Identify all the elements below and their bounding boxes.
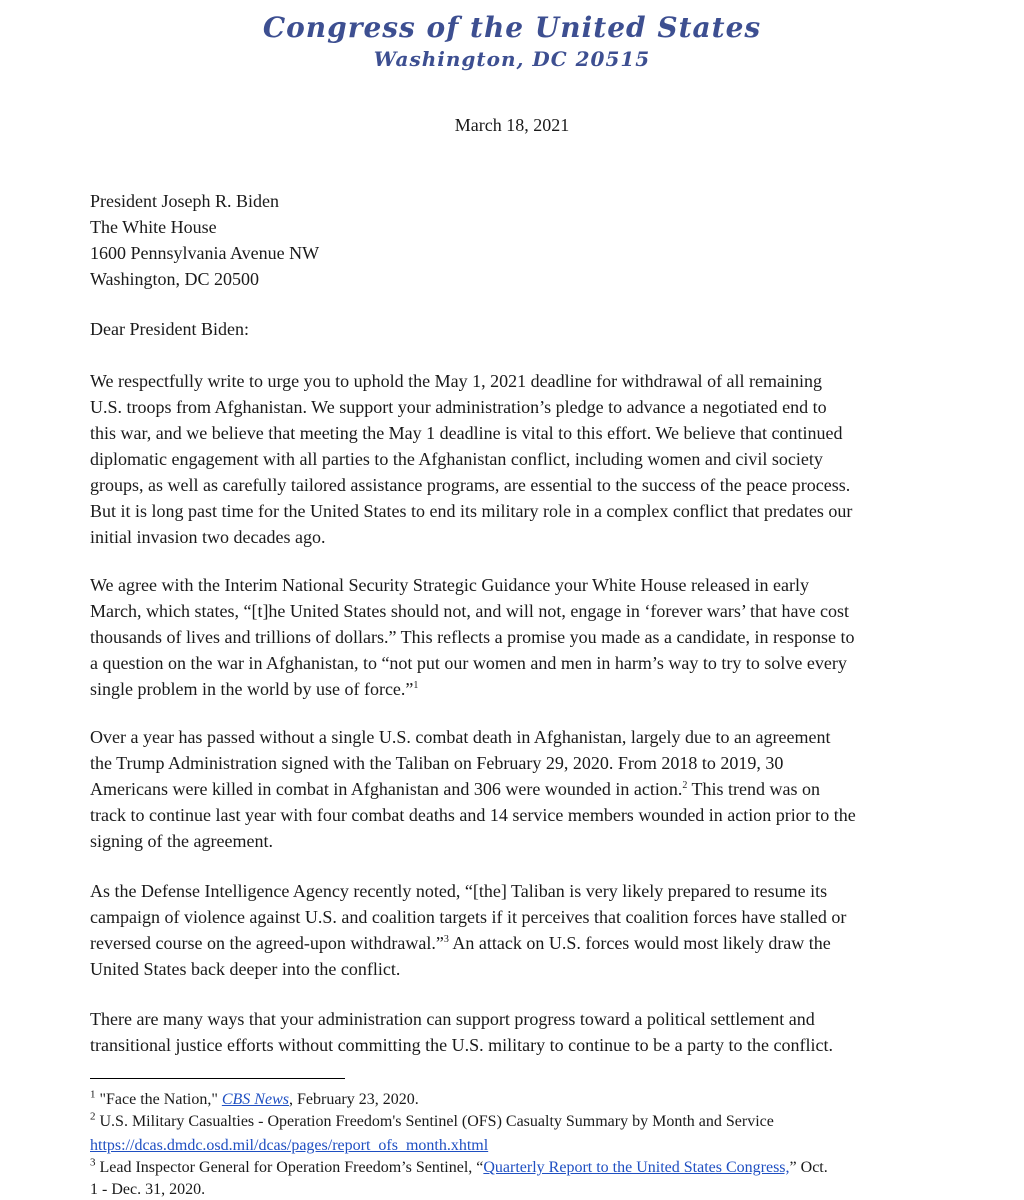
- text-line: campaign of violence against U.S. and coalition targets if it perceives that coalition forces have stalled or: [90, 907, 847, 927]
- text-line: diplomatic engagement with all parties to the Afghanistan conflict, including women and civil society: [90, 449, 823, 469]
- paragraph-5: [90, 1006, 930, 1058]
- footnote-2-url: [90, 1136, 488, 1156]
- text-line: signing of the agreement.: [90, 831, 273, 851]
- paragraph-3: [90, 724, 930, 854]
- text-line: transitional justice efforts without committing the U.S. military to continue to be a party to the conflict.: [90, 1035, 834, 1055]
- recipient-name: President Joseph R. Biden: [90, 191, 279, 211]
- text-line: March, which states, “[t]he United States should not, and will not, engage in ‘forever wars’ that have cost: [90, 601, 849, 621]
- text-line: initial invasion two decades ago.: [90, 527, 326, 547]
- paragraph-1: [90, 368, 930, 550]
- text-line: [90, 930, 930, 956]
- footnote-2: [90, 1112, 774, 1132]
- text-segment: An attack on U.S. forces would most likely draw the: [448, 933, 831, 953]
- footnote-3-cont: [90, 1180, 205, 1200]
- footnote-number: 2: [90, 1110, 96, 1123]
- text-line: There are many ways that your administration can support progress toward a political settlement and: [90, 1009, 815, 1029]
- text-line: Over a year has passed without a single U.S. combat death in Afghanistan, largely due to an agreement: [90, 727, 831, 747]
- letterhead-subtitle: Washington, DC 20515: [373, 47, 651, 71]
- text-line: We agree with the Interim National Security Strategic Guidance your White House released in early: [90, 575, 809, 595]
- text-line: As the Defense Intelligence Agency recently noted, “[the] Taliban is very likely prepared to resume its: [90, 881, 828, 901]
- footnote-3: [90, 1158, 828, 1178]
- text-line: groups, as well as carefully tailored assistance programs, are essential to the success of the peace process.: [90, 475, 851, 495]
- footnote-text: 1 - Dec. 31, 2020.: [90, 1181, 206, 1198]
- text-line: U.S. troops from Afghanistan. We support your administration’s pledge to advance a negotiated end to: [90, 397, 827, 417]
- letterhead: [0, 10, 1024, 72]
- dcas-report-link[interactable]: https://dcas.dmdc.osd.mil/dcas/pages/report_ofs_month.xhtml: [90, 1137, 489, 1154]
- footnote-text: ” Oct.: [789, 1159, 828, 1176]
- footnote-number: 3: [90, 1156, 96, 1169]
- recipient-street: 1600 Pennsylvania Avenue NW: [90, 243, 320, 263]
- text-line: the Trump Administration signed with the Taliban on February 29, 2020. From 2018 to 2019, 30: [90, 753, 784, 773]
- footnote-number: 1: [90, 1088, 96, 1101]
- paragraph-2: [90, 572, 930, 702]
- paragraph-4: [90, 878, 930, 982]
- text-segment: reversed course on the agreed-upon withdrawal.”: [90, 933, 444, 953]
- text-line: track to continue last year with four combat deaths and 14 service members wounded in action prior to the: [90, 805, 856, 825]
- text-line: [90, 676, 930, 702]
- text-segment: This trend was on: [687, 779, 820, 799]
- footnote-divider: [90, 1078, 345, 1079]
- recipient-address: [90, 188, 319, 292]
- recipient-office: The White House: [90, 217, 217, 237]
- letter-date: March 18, 2021: [454, 115, 570, 135]
- text-line: this war, and we believe that meeting the May 1 deadline is vital to this effort. We believe that continued: [90, 423, 843, 443]
- recipient-city: Washington, DC 20500: [90, 269, 260, 289]
- footnote-text: , February 23, 2020.: [288, 1091, 419, 1108]
- text-line: United States back deeper into the conflict.: [90, 959, 401, 979]
- cbs-news-link[interactable]: CBS News: [221, 1091, 289, 1108]
- footnote-text: U.S. Military Casualties - Operation Freedom's Sentinel (OFS) Casualty Summary by Month and Service: [95, 1113, 774, 1130]
- footnote-text: Lead Inspector General for Operation Freedom’s Sentinel, “: [95, 1159, 484, 1176]
- salutation: Dear President Biden:: [90, 319, 249, 339]
- text-line: a question on the war in Afghanistan, to “not put our women and men in harm’s way to try to solve every: [90, 653, 847, 673]
- footnote-ref: 1: [413, 680, 419, 691]
- text-segment: single problem in the world by use of force.”: [90, 679, 414, 699]
- footnote-ref: 3: [443, 934, 449, 945]
- text-line: But it is long past time for the United States to end its military role in a complex conflict that predates our: [90, 501, 853, 521]
- text-line: We respectfully write to urge you to uphold the May 1, 2021 deadline for withdrawal of all remaining: [90, 371, 823, 391]
- text-segment: Americans were killed in combat in Afghanistan and 306 were wounded in action.: [90, 779, 683, 799]
- text-line: thousands of lives and trillions of dollars.” This reflects a promise you made as a candidate, in response to: [90, 627, 855, 647]
- footnote-1: [90, 1090, 419, 1110]
- letterhead-title: Congress of the United States: [262, 11, 762, 44]
- text-line: [90, 776, 930, 802]
- footnote-text: "Face the Nation,": [95, 1091, 222, 1108]
- footnote-ref: 2: [682, 780, 688, 791]
- quarterly-report-link[interactable]: Quarterly Report to the United States Congress,: [483, 1159, 790, 1176]
